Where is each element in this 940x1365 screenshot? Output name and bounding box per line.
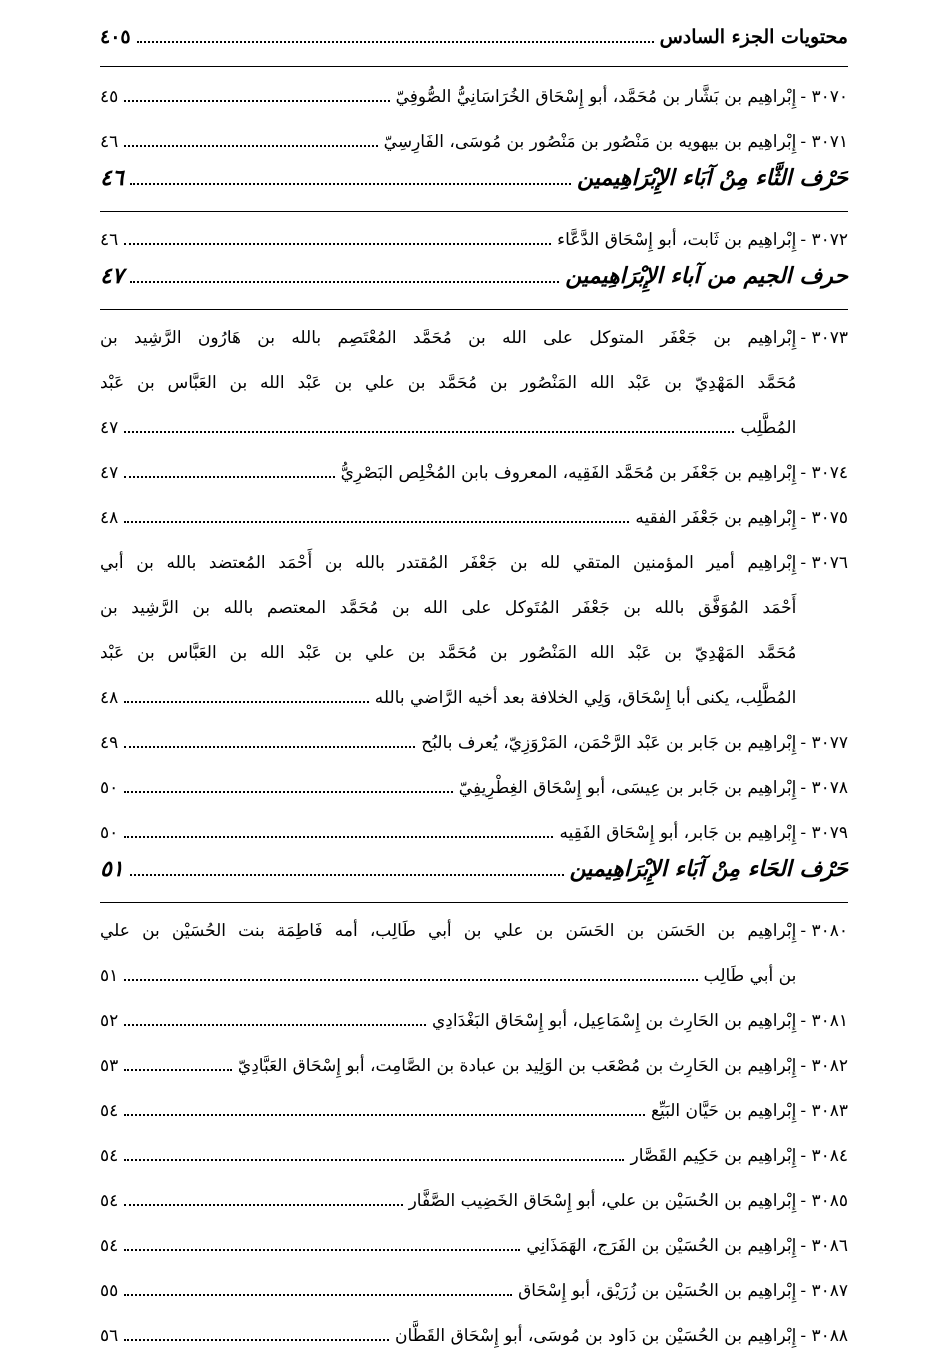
leader-dots [124, 476, 334, 478]
entry-number: ٣٠٧١ - [800, 132, 848, 152]
leader-dots [124, 431, 734, 433]
section-heading [100, 263, 848, 310]
entry-body [100, 909, 796, 999]
toc-entry [100, 1134, 848, 1179]
leader-dots [124, 145, 377, 147]
toc-list [100, 75, 848, 1359]
entry-line [100, 1179, 796, 1224]
entry-title: إِبْراهِيم بن الحُسَيْن بن الفَرَج، الهَمَذَانِي [526, 1236, 797, 1256]
entry-title-continued: أَحْمَد المُوَفَّق بالله بن جَعْفَر المُتَوكل على الله بن مُحَمَّد المعتصم بالله بن الرَّشِيد بن [100, 598, 797, 618]
entry-line [100, 721, 796, 766]
section-heading [100, 856, 848, 903]
entry-page-number: ٤٩ [100, 733, 119, 753]
entry-page-number: ٤٦ [100, 230, 119, 250]
entry-body [100, 120, 796, 165]
leader-dots [130, 281, 560, 283]
running-head [100, 26, 848, 67]
entry-number: ٣٠٧٨ - [800, 778, 848, 798]
entry-body [100, 218, 796, 263]
toc-entry [100, 909, 848, 999]
entry-number: ٣٠٧٠ - [800, 87, 848, 107]
entry-title: المُطَّلِب، يكنى أبا إِسْحَاق، وَلِي الخلافة بعد أخيه الرَّاضي بالله [374, 688, 797, 708]
toc-entry [100, 1089, 848, 1134]
section-page-number: ٤٧ [100, 263, 124, 289]
entry-page-number: ٤٧ [100, 418, 119, 438]
leader-dots [124, 1069, 232, 1071]
entry-number: ٣٠٧٧ - [800, 733, 848, 753]
entry-number: ٣٠٨٦ - [800, 1236, 848, 1256]
entry-number: ٣٠٧٩ - [800, 823, 848, 843]
entry-number: ٣٠٨٠ - [800, 921, 848, 941]
toc-entry [100, 451, 848, 496]
entry-line [100, 218, 796, 263]
entry-page-number: ٥١ [100, 966, 119, 986]
leader-dots [124, 1159, 624, 1161]
toc-entry [100, 75, 848, 120]
entry-title-continued: إِبْراهِيم بن جَعْفَر المتوكل على الله بن مُحَمَّد المُعْتَصِم بالله بن هَارُون الرَّشِيد بن [100, 328, 797, 348]
entry-body [100, 999, 796, 1044]
entry-page-number: ٥٢ [100, 1011, 119, 1031]
entry-title: المُطَّلِب [740, 418, 797, 438]
entry-page-number: ٥٠ [100, 823, 119, 843]
leader-dots [130, 183, 571, 185]
entry-body [100, 721, 796, 766]
entry-body [100, 1089, 796, 1134]
entry-body [100, 1044, 796, 1089]
entry-page-number: ٤٨ [100, 688, 119, 708]
section-heading-text: حَرْف الحَاء مِنْ آبَاء الإِبْرَاهِيمين [569, 856, 848, 882]
leader-dots [124, 1114, 645, 1116]
entry-body [100, 1134, 796, 1179]
entry-body [100, 766, 796, 811]
entry-body [100, 75, 796, 120]
leader-dots [124, 1024, 426, 1026]
leader-dots [124, 979, 697, 981]
toc-entry [100, 541, 848, 721]
entry-title: إِبْراهِيم بن جَابر بن عَبْد الرَّحْمَن، المَرْوَزِيّ، يُعرف بالبُح [421, 733, 797, 753]
entry-page-number: ٤٦ [100, 132, 119, 152]
entry-line [100, 766, 796, 811]
entry-page-number: ٥٤ [100, 1146, 119, 1166]
entry-title: إِبْراهِيم بن جَعْفَر بن مُحَمَّد الفَقِيه، المعروف بابن المُخْلِص البَصْرِيُّ [340, 463, 797, 483]
toc-entry [100, 496, 848, 541]
entry-body [100, 1179, 796, 1224]
entry-body [100, 1224, 796, 1269]
entry-title-continued: مُحَمَّد المَهْدِيّ بن عَبْد الله المَنْصُور بن مُحَمَّد بن علي بن عَبْد الله بن العَبَّاس بن عَبْد [100, 643, 797, 663]
entry-title: إِبْراهِيم بن حَكِيم القَصَّار [630, 1146, 797, 1166]
entry-page-number: ٥٤ [100, 1236, 119, 1256]
entry-title-continued: إِبْراهِيم أمير المؤمنين المتقي لله بن جَعْفَر المُقتدر بالله بن أَحْمَد المُعتضد بالله بن أبي [100, 553, 797, 573]
entry-body [100, 811, 796, 856]
running-head-page-number: ٤٠٥ [100, 26, 131, 48]
toc-entry [100, 1179, 848, 1224]
section-page-number: ٥١ [100, 856, 124, 882]
toc-entry [100, 316, 848, 451]
toc-entry [100, 1044, 848, 1089]
entry-page-number: ٤٧ [100, 463, 119, 483]
section-page-number: ٤٦ [100, 165, 124, 191]
entry-line [100, 999, 796, 1044]
entry-line [100, 120, 796, 165]
toc-page [100, 26, 848, 1359]
entry-title: إِبْراهِيم بن جَعْفَر الفقيه [635, 508, 797, 528]
entry-title: إِبْراهِيم بن ثَابت، أبو إِسْحَاق الدَّعَّاء [557, 230, 797, 250]
leader-dots [124, 521, 629, 523]
entry-line [100, 1314, 796, 1359]
toc-entry [100, 218, 848, 263]
entry-number: ٣٠٨٣ - [800, 1101, 848, 1121]
entry-title: إِبْراهِيم بن الحَارِث بن مُصْعَب بن الوَلِيد بن عبادة بن الصَّامِت، أبو إِسْحَاق العَبَّادِيّ [237, 1056, 797, 1076]
leader-dots [124, 1339, 389, 1341]
entry-line [100, 676, 796, 721]
leader-dots [124, 100, 389, 102]
running-head-title: محتويات الجزء السادس [659, 26, 848, 48]
entry-number: ٣٠٨٨ - [800, 1326, 848, 1346]
entry-number: ٣٠٧٤ - [800, 463, 848, 483]
entry-title: إِبْراهِيم بن حَيَّان البَيِّع [650, 1101, 797, 1121]
entry-page-number: ٤٥ [100, 87, 119, 107]
entry-number: ٣٠٧٢ - [800, 230, 848, 250]
toc-entry [100, 721, 848, 766]
leader-dots [124, 836, 553, 838]
entry-page-number: ٥٥ [100, 1281, 119, 1301]
toc-entry [100, 999, 848, 1044]
section-heading [100, 165, 848, 212]
entry-number: ٣٠٨٤ - [800, 1146, 848, 1166]
toc-entry [100, 1269, 848, 1314]
section-heading-text: حرف الجيم من آباء الإِبْرَاهِيمين [565, 263, 848, 289]
entry-title: بن أبي طَالِب [703, 966, 797, 986]
entry-line [100, 75, 796, 120]
entry-title: إِبْراهِيم بن بَشَّار بن مُحَمَّد، أبو إِسْحَاق الخُرَاسَانِيُّ الصُّوفِيّ [395, 87, 797, 107]
entry-title: إِبْراهِيم بن بيهويه بن مَنْصُور بن مَنْصُور بن مُوسَى، الفَارِسِيّ [383, 132, 797, 152]
entry-body [100, 541, 796, 721]
entry-page-number: ٥٤ [100, 1101, 119, 1121]
entry-title: إِبْراهِيم بن الحُسَيْن بن دَاود بن مُوسَى، أبو إِسْحَاق القَطَّان [395, 1326, 797, 1346]
entry-page-number: ٥٣ [100, 1056, 119, 1076]
entry-body [100, 496, 796, 541]
leader-dots [124, 243, 551, 245]
toc-entry [100, 811, 848, 856]
entry-page-number: ٥٤ [100, 1191, 119, 1211]
entry-line [100, 954, 796, 999]
entry-line [100, 406, 796, 451]
entry-title: إِبْراهِيم بن الحَارِث بن إِسْمَاعِيل، أبو إِسْحَاق البَغْدَادِي [431, 1011, 797, 1031]
section-heading-text: حَرْف الثَّاء مِنْ آبَاء الإِبْرَاهِيمين [577, 165, 848, 191]
leader-dots [124, 1249, 520, 1251]
leader-dots [124, 746, 415, 748]
entry-number: ٣٠٧٣ - [800, 328, 848, 348]
toc-entry [100, 766, 848, 811]
entry-title: إِبْراهِيم بن جَابر، أبو إِسْحَاق الفَقِيه [559, 823, 797, 843]
entry-line [100, 1044, 796, 1089]
entry-number: ٣٠٧٥ - [800, 508, 848, 528]
leader-dots [124, 791, 453, 793]
entry-line [100, 1134, 796, 1179]
entry-body [100, 1269, 796, 1314]
leader-dots [130, 874, 564, 876]
leader-dots [124, 701, 368, 703]
entry-number: ٣٠٨١ - [800, 1011, 848, 1031]
entry-number: ٣٠٧٦ - [800, 553, 848, 573]
entry-title: إِبْراهِيم بن الحُسَيْن بن علي، أبو إِسْحَاق الخَضِيب الصَّفَّار [408, 1191, 797, 1211]
leader-dots [137, 41, 654, 43]
entry-number: ٣٠٨٢ - [800, 1056, 848, 1076]
entry-title: إِبْراهِيم بن الحُسَيْن بن زُرَيْق، أبو إِسْحَاق [518, 1281, 797, 1301]
entry-line [100, 811, 796, 856]
toc-entry [100, 120, 848, 165]
toc-entry [100, 1224, 848, 1269]
entry-line [100, 1269, 796, 1314]
entry-page-number: ٤٨ [100, 508, 119, 528]
toc-entry [100, 1314, 848, 1359]
entry-title-continued: إِبْراهِيم بن الحَسَن بن الحَسَن بن علي بن أبي طَالِب، أمه فَاطِمَة بنت الحُسَيْن بن علي [100, 921, 797, 941]
entry-body [100, 316, 796, 451]
leader-dots [124, 1294, 512, 1296]
entry-line [100, 496, 796, 541]
entry-title: إِبْراهِيم بن جَابر بن عِيسَى، أبو إِسْحَاق الغِطْرِيفِيّ [458, 778, 797, 798]
entry-body [100, 1314, 796, 1359]
entry-page-number: ٥٠ [100, 778, 119, 798]
entry-number: ٣٠٨٧ - [800, 1281, 848, 1301]
entry-body [100, 451, 796, 496]
entry-page-number: ٥٦ [100, 1326, 119, 1346]
leader-dots [124, 1204, 402, 1206]
entry-line [100, 1089, 796, 1134]
entry-number: ٣٠٨٥ - [800, 1191, 848, 1211]
entry-line [100, 1224, 796, 1269]
entry-title-continued: مُحَمَّد المَهْدِيّ بن عَبْد الله المَنْصُور بن مُحَمَّد بن علي بن عَبْد الله بن العَبَّاس بن عَبْد [100, 373, 797, 393]
entry-line [100, 451, 796, 496]
